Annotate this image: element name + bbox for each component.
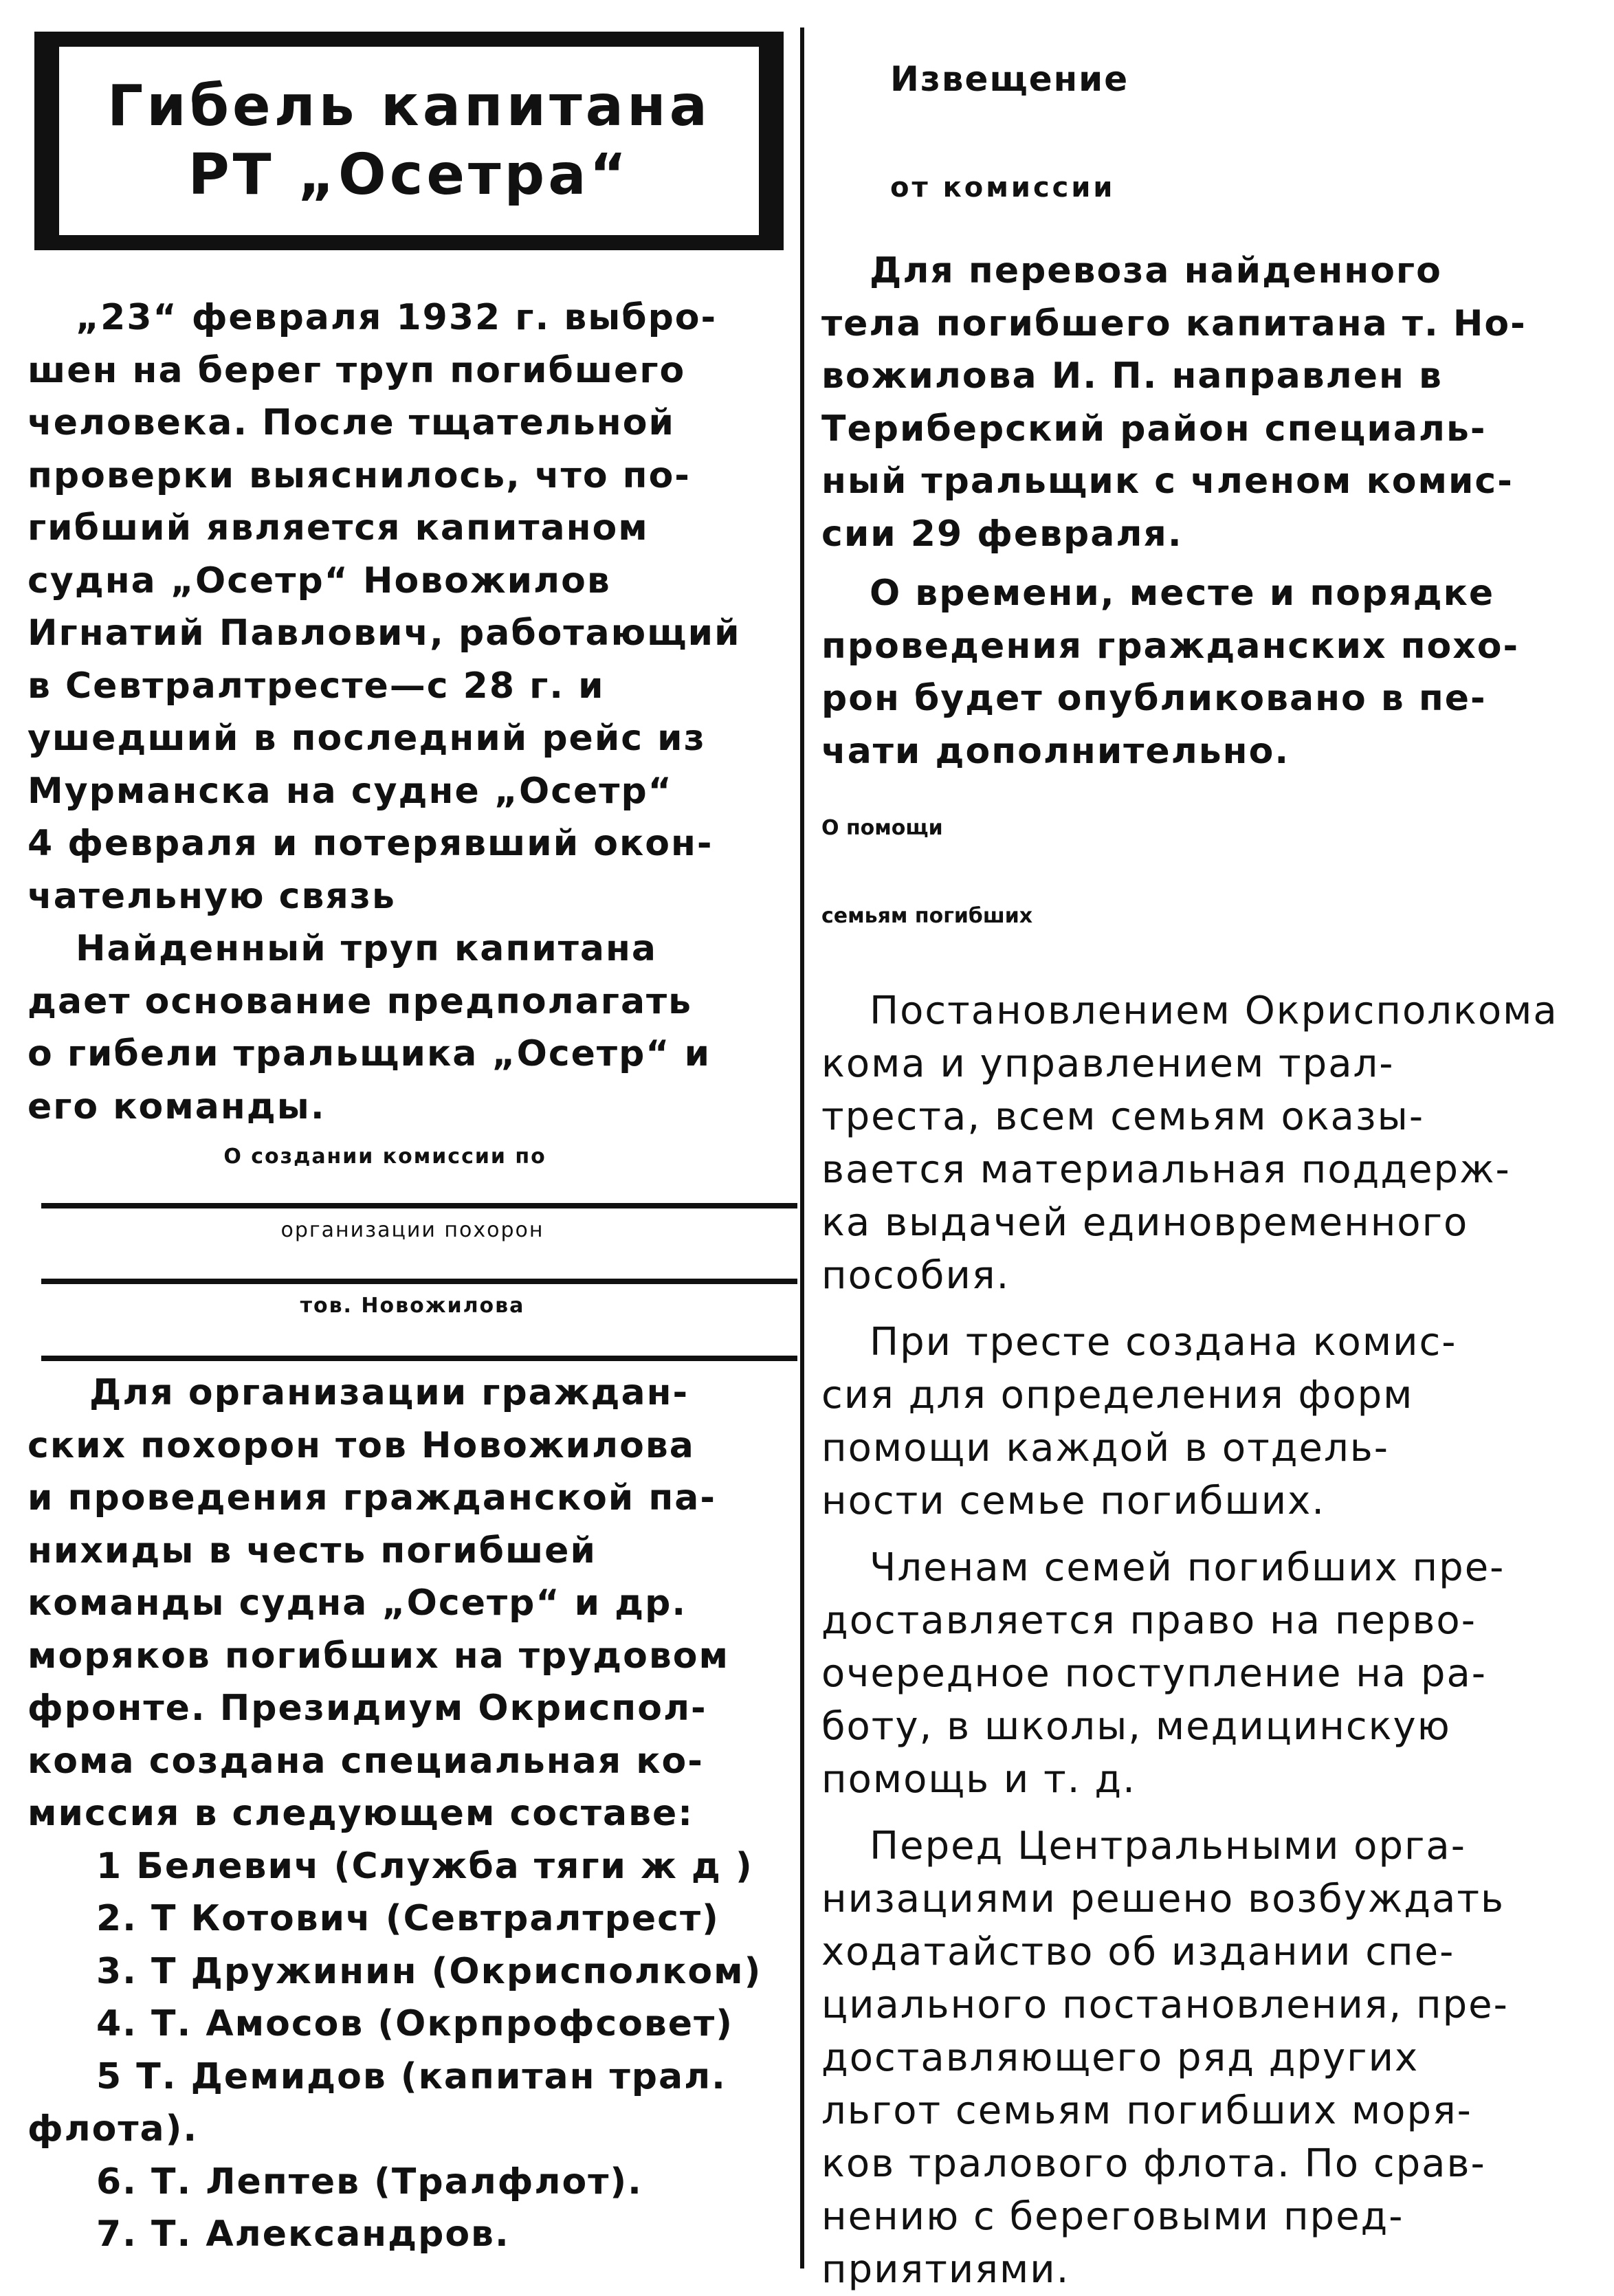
help-line: доставляющего ряд других — [821, 2035, 1419, 2080]
member-item: 7. Т. Александров. — [96, 2214, 510, 2255]
rule-2 — [41, 1279, 797, 1284]
help-line: нению с береговыми пред- — [821, 2194, 1404, 2239]
notice-article — [821, 245, 1581, 777]
notice-line: тела погибшего капитана т. Но- — [821, 302, 1527, 344]
help-article — [821, 984, 1588, 2296]
rule-3 — [41, 1356, 797, 1361]
commission-line: миссия в следующем составе: — [27, 1793, 694, 1834]
article-line: человека. После тщательной — [27, 402, 675, 443]
help-line: пособия. — [821, 1253, 1010, 1298]
member-item: 1 Белевич (Служба тяги ж д ) — [96, 1845, 753, 1887]
commission-line: нихиды в честь погибшей — [27, 1530, 597, 1571]
article-line: дает основание предполагать — [27, 980, 693, 1022]
help-line: Перед Центральными орга- — [870, 1824, 1466, 1868]
notice-line: чати дополнительно. — [821, 730, 1290, 772]
notice-line: ный тральщик с членом комис- — [821, 461, 1514, 502]
help-line: циального постановления, пре- — [821, 1983, 1509, 2027]
help-line: При тресте создана комис- — [870, 1320, 1457, 1365]
notice-line: вожилова И. П. направлен в — [821, 355, 1443, 397]
help-headline-2: семьям погибших — [821, 904, 1033, 928]
notice-line: Териберский район специаль- — [821, 408, 1487, 450]
help-line: ка выдачей единовременного — [821, 1200, 1469, 1245]
member-item: 4. Т. Амосов (Окрпрофсовет) — [96, 2003, 733, 2044]
help-headline-1: О помощи — [821, 816, 943, 840]
help-line: треста, всем семьям оказы- — [821, 1094, 1425, 1139]
article-line: шен на берег труп погибшего — [27, 349, 686, 391]
help-line: приятиями. — [821, 2247, 1070, 2292]
commission-article — [27, 1367, 797, 2261]
notice-line: О времени, месте и порядке — [870, 573, 1495, 614]
article-line: Игнатий Павлович, работающий — [27, 612, 741, 654]
article-line: судна „Осетр“ Новожилов — [27, 560, 611, 601]
help-line: помощи каждой в отдель- — [821, 1426, 1389, 1470]
help-line: низациями решено возбуждать — [821, 1877, 1505, 1921]
member-item: 5 Т. Демидов (капитан трал. — [96, 2055, 727, 2097]
boxed-headline — [34, 32, 784, 250]
article-line: в Севтралтресте—с 28 г. и — [27, 665, 605, 707]
article-line: о гибели тральщика „Осетр“ и — [27, 1033, 711, 1074]
help-line: сия для определения форм — [821, 1373, 1414, 1417]
member-item: 6. Т. Лептев (Тралфлот). — [96, 2161, 643, 2203]
help-line: очередное поступление на ра- — [821, 1651, 1487, 1696]
help-line: помощь и т. д. — [821, 1757, 1136, 1802]
notice-headline-1: Извещение — [890, 59, 1129, 99]
notice-line: сии 29 февраля. — [821, 513, 1183, 555]
article-line: 4 февраля и потерявший окон- — [27, 823, 714, 864]
notice-line: рон будет опубликовано в пе- — [821, 678, 1487, 719]
notice-headline-2: от комиссии — [890, 172, 1116, 203]
help-line: ков тралового флота. По срав- — [821, 2141, 1486, 2186]
article-line: Найденный труп капитана — [76, 928, 658, 969]
help-line: вается материальная поддерж- — [821, 1147, 1511, 1192]
member-item: 2. Т Котович (Севтралтрест) — [96, 1898, 720, 1939]
article-line: ушедший в последний рейс из — [27, 718, 706, 759]
help-line: доставляется право на перво- — [821, 1598, 1477, 1643]
article-line: Мурманска на судне „Осетр“ — [27, 770, 673, 812]
article-line: чательную связь — [27, 875, 396, 917]
notice-line: Для перевоза найденного — [870, 250, 1442, 291]
article-line: „23“ февраля 1932 г. выбро- — [76, 297, 718, 338]
help-line: боту, в школы, медицинскую — [821, 1704, 1451, 1749]
member-item: 3. Т Дружинин (Окрисполком) — [96, 1950, 762, 1992]
commission-line: ских похорон тов Новожилова — [27, 1424, 695, 1466]
rule-1 — [41, 1203, 797, 1208]
commission-subhead-2: организации похорон — [280, 1218, 544, 1242]
commission-line: команды судна „Осетр“ и др. — [27, 1582, 687, 1624]
headline-line-1: Гибель капитана — [107, 74, 711, 139]
commission-subhead-1: О создании комиссии по — [223, 1145, 546, 1169]
help-line: ности семье погибших. — [821, 1479, 1326, 1523]
article-line: гибший является капитаном — [27, 507, 649, 549]
article-line: проверки выяснилось, что по- — [27, 454, 691, 496]
commission-line: фронте. Президиум Окриспол- — [27, 1688, 707, 1729]
commission-line: и проведения гражданской па- — [27, 1477, 716, 1519]
commission-line: кома создана специальная ко- — [27, 1740, 704, 1782]
column-divider — [800, 27, 804, 2269]
help-line: кома и управлением трал- — [821, 1041, 1395, 1086]
captain-article — [27, 291, 797, 1133]
help-line: Членам семей погибших пре- — [870, 1545, 1505, 1590]
headline-line-2: РТ „Осетра“ — [188, 142, 630, 208]
commission-line: Для организации граждан- — [89, 1372, 689, 1413]
commission-subhead-3: тов. Новожилова — [300, 1294, 525, 1318]
help-line: Постановлением Окрисполкома — [870, 989, 1558, 1033]
commission-line: моряков погибших на трудовом — [27, 1635, 729, 1677]
article-line: его команды. — [27, 1085, 326, 1127]
help-line: ходатайство об издании спе- — [821, 1930, 1455, 1974]
help-line: льгот семьям погибших моря- — [821, 2088, 1472, 2133]
member-item: флота). — [27, 2108, 199, 2150]
notice-line: проведения гражданских похо- — [821, 625, 1520, 667]
